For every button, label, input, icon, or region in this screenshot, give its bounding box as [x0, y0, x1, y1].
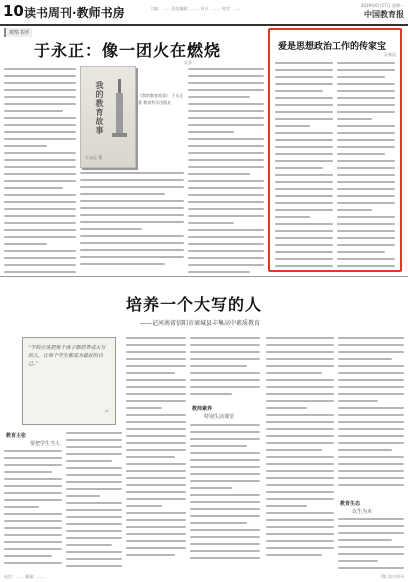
- subhead-c-sub: 以生为本: [352, 509, 373, 515]
- book-caption: 《我的教育故事》 于永正 著 教育科学出版社: [138, 93, 184, 105]
- pull-quote-text: “学校应该把每个孩子都培养成大写的人，让每个学生都成为最好的自己。”: [28, 345, 106, 367]
- article2-byline: 吴春辰: [384, 52, 396, 57]
- masthead: [0, 0, 408, 26]
- issue-date: 2019年6月17日 星期一: [360, 3, 404, 8]
- footer-page-label: 7版 读书周刊: [380, 574, 404, 579]
- article1-col-3: [188, 68, 264, 278]
- book-cover-title: 我的教育故事: [95, 81, 105, 135]
- book-cover: [80, 66, 136, 168]
- column-name: [24, 4, 125, 21]
- article3-subheadline: ——记河南省信阳市商城县丰集高中素质教育: [140, 320, 261, 327]
- article1-col-2: [80, 172, 184, 270]
- subhead-b: 教师素养: [192, 406, 213, 412]
- article1-headline: 于永正：像一团火在燃烧: [34, 41, 222, 60]
- section-divider: [0, 276, 408, 277]
- page-footer: [0, 574, 408, 582]
- column-title: 教师书房: [76, 6, 125, 20]
- highlighted-article[interactable]: [268, 28, 402, 272]
- article2-col-2: [337, 62, 395, 272]
- footer-contact: 电话：…… 邮箱：……: [4, 574, 46, 579]
- article2-col-1: [275, 62, 333, 272]
- masthead-rule: [0, 24, 408, 26]
- book-cover-author: 于永正 著: [85, 155, 103, 160]
- article3-col-6b: [338, 518, 404, 574]
- tower-illustration: [116, 93, 123, 137]
- article3-headline: 培养一个大写的人: [126, 295, 263, 314]
- subhead-a: 教育主张: [6, 433, 27, 439]
- subhead-b-sub: 特别生活课堂: [204, 414, 235, 420]
- subhead-c: 教育生态: [340, 501, 361, 507]
- article3-col-3: [126, 337, 186, 561]
- pull-quote: [22, 337, 116, 425]
- article3-col-2: [66, 432, 122, 572]
- article3-col-4b: [190, 424, 260, 564]
- subhead-a-sub: 要把学生当人: [30, 441, 61, 447]
- article3-col-4: [190, 337, 260, 400]
- article2-headline: 爱是思想政治工作的传家宝: [278, 42, 387, 52]
- editor-credits: 主编：…… 责任编辑：…… 设计：…… 校对：……: [150, 6, 242, 11]
- section-tag: 观察书评: [4, 28, 32, 37]
- article1-col-1: [4, 68, 76, 278]
- masthead-right: [361, 3, 404, 20]
- article3-col-1: [4, 450, 62, 569]
- article3-col-5: [266, 337, 334, 561]
- page-number: 10: [3, 2, 24, 20]
- column-prefix: 读书周刊·: [24, 6, 77, 20]
- quote-mark-icon: ”: [104, 410, 109, 420]
- paper-name: 中国教育报: [364, 9, 404, 19]
- article3-col-6: [338, 337, 404, 491]
- article1-byline: 吴非: [184, 60, 192, 65]
